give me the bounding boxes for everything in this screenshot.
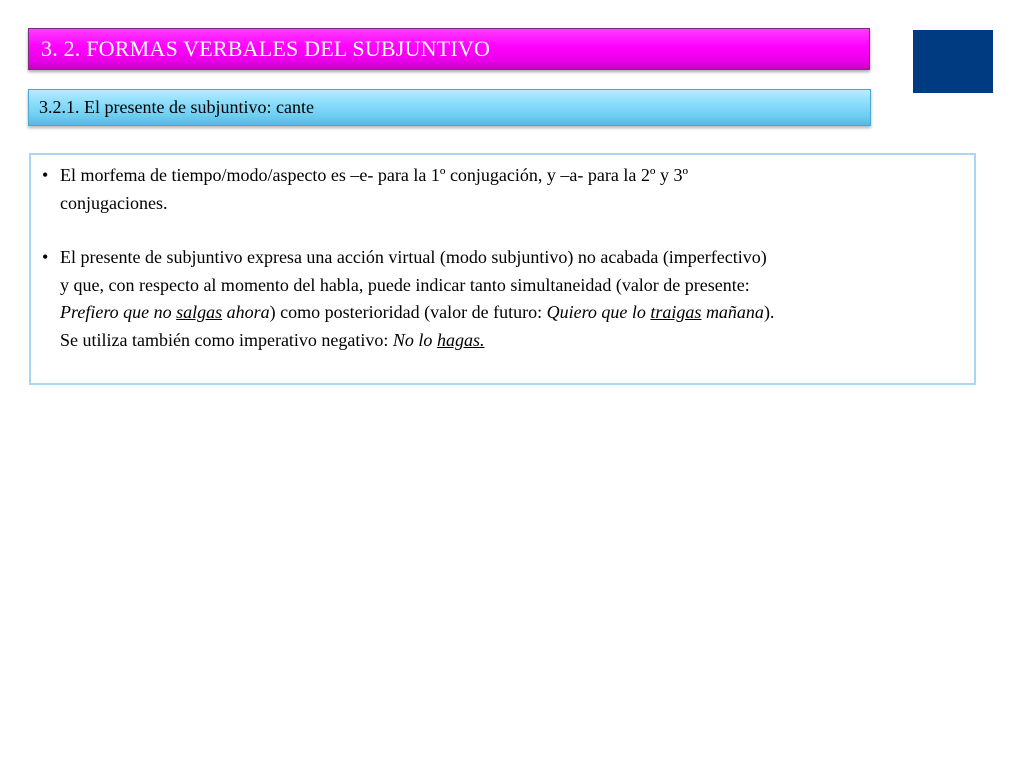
bullet-icon: •: [42, 247, 49, 267]
example-verb: traigas: [650, 302, 702, 322]
bullet-text-line: conjugaciones.: [60, 192, 168, 213]
slide-title-bar: [28, 28, 870, 70]
bullet-text-segment: ) como posterioridad (valor de futuro:: [269, 302, 547, 322]
bullet-text-segment: Se utiliza también como imperativo negativo:: [60, 329, 393, 350]
example-text: ahora: [222, 302, 270, 322]
example-verb: salgas: [176, 302, 223, 322]
bullet-text-segment: ).: [763, 302, 775, 322]
bullet-icon: •: [42, 165, 49, 185]
example-text: No lo: [392, 329, 437, 350]
example-text: mañana: [701, 302, 764, 322]
example-text: Quiero que lo: [546, 302, 651, 322]
bullet-item-presente: [41, 244, 964, 354]
example-verb: hagas: [436, 329, 480, 350]
bullet-item-morfema: [41, 162, 964, 217]
slide-subtitle: 3.2.1. El presente de subjuntivo: cante: [39, 97, 314, 117]
bullet-text-line: El presente de subjuntivo expresa una acción virtual (modo subjuntivo) no acabada (imperfectivo): [60, 247, 767, 267]
example-end: .: [479, 329, 485, 350]
bullet-text-line: y que, con respecto al momento del habla, puede indicar tanto simultaneidad (valor de presente:: [60, 274, 750, 295]
logo-block: [913, 30, 993, 93]
bullet-text-line: El morfema de tiempo/modo/aspecto es –e- para la 1º conjugación, y –a- para la 2º y 3º: [60, 165, 689, 185]
bullet-list: [41, 162, 964, 354]
slide-title: 3. 2. FORMAS VERBALES DEL SUBJUNTIVO: [41, 36, 491, 61]
example-text: Prefiero que no: [60, 302, 177, 322]
slide-subtitle-bar: [28, 89, 871, 126]
content-box: [29, 153, 976, 385]
